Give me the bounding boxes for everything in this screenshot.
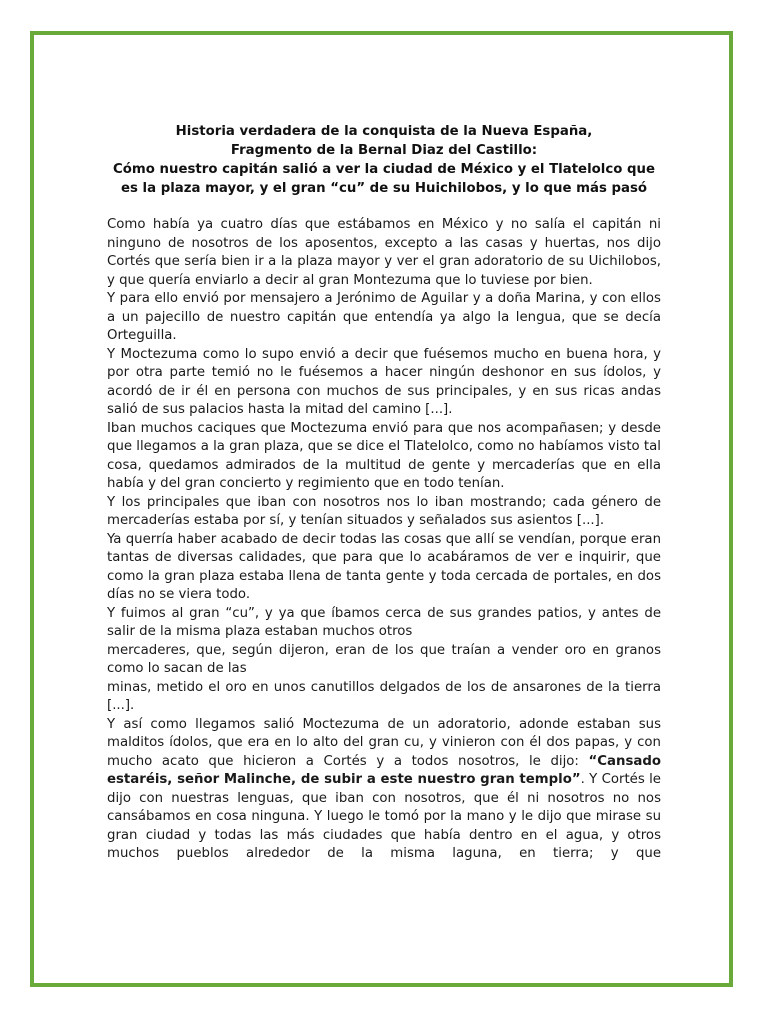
paragraph: Ya querría haber acabado de decir todas las cosas que allí se vendían, porque eran tantas de diversas calidades, que para que lo acabáramos de ver e inquirir, que como la gran plaza estaba llena de tanta gente y toda cercada de portales, en dos días no se viera todo. bbox=[107, 531, 661, 602]
quoted-speech: “Cansado estaréis, señor Malinche, de subir a este nuestro gran templo” bbox=[107, 753, 661, 787]
document-body bbox=[107, 216, 661, 864]
document-title bbox=[60, 122, 708, 198]
title-line: Cómo nuestro capitán salió a ver la ciudad de México y el Tlatelolco que bbox=[113, 162, 655, 177]
paragraph-final-before: Y así como llegamos salió Moctezuma de un adoratorio, adonde estaban sus malditos ídolos, que era en lo alto del gran cu, y vinieron con él dos papas, y con mucho acato que hicieron a Cortés y a todos nosotros, le dijo: bbox=[107, 716, 661, 769]
paragraph: Y los principales que iban con nosotros nos lo iban mostrando; cada género de mercaderías estaba por sí, y tenían situados y señalados sus asientos [...]. bbox=[107, 494, 661, 528]
paragraph: mercaderes, que, según dijeron, eran de los que traían a vender oro en granos como lo sacan de las bbox=[107, 642, 661, 676]
paragraph: Y fuimos al gran “cu”, y ya que íbamos cerca de sus grandes patios, y antes de salir de la misma plaza estaban muchos otros bbox=[107, 605, 661, 639]
paragraph: Iban muchos caciques que Moctezuma envió para que nos acompañasen; y desde que llegamos a la gran plaza, que se dice el Tlatelolco, como no habíamos visto tal cosa, quedamos admirados de la multitud de gente y mercaderías que en ella había y del gran concierto y regimiento que en todo tenían. bbox=[107, 420, 661, 491]
paragraph-final-after: . Y Cortés le dijo con nuestras lenguas, que iban con nosotros, que él ni nosotros no nos cansábamos en cosa ninguna. Y luego le tomó por la mano y le dijo que mirase su gran ciudad y todas las más ciudades que había dentro en el agua, y otros muchos pueblos alrededor de la misma laguna, en tierra; y que bbox=[107, 772, 661, 861]
title-line: Historia verdadera de la conquista de la Nueva España, bbox=[175, 124, 593, 139]
paragraph: Y Moctezuma como lo supo envió a decir que fuésemos mucho en buena hora, y por otra parte temió no le fuésemos a hacer ningún deshonor en sus ídolos, y acordó de ir él en persona con muchos de sus principales, y en sus ricas andas salió de sus palacios hasta la mitad del camino [...]. bbox=[107, 346, 661, 417]
title-line: Fragmento de la Bernal Diaz del Castillo: bbox=[230, 143, 538, 158]
paragraph: Y para ello envió por mensajero a Jerónimo de Aguilar y a doña Marina, y con ellos a un pajecillo de nuestro capitán que entendía ya algo la lengua, que se decía Orteguilla. bbox=[107, 291, 661, 343]
paragraph: Como había ya cuatro días que estábamos en México y no salía el capitán ni ninguno de nosotros de los aposentos, excepto a las casas y huertas, nos dijo Cortés que sería bien ir a la plaza mayor y ver el gran adoratorio de su Uichilobos, y que quería enviarlo a decir al gran Montezuma que lo tuviese por bien. bbox=[107, 217, 661, 288]
paragraph-final bbox=[107, 716, 661, 864]
paragraph: minas, metido el oro en unos canutillos delgados de los de ansarones de la tierra [...]. bbox=[107, 679, 661, 713]
title-line: es la plaza mayor, y el gran “cu” de su Huichilobos, y lo que más pasó bbox=[120, 181, 648, 196]
